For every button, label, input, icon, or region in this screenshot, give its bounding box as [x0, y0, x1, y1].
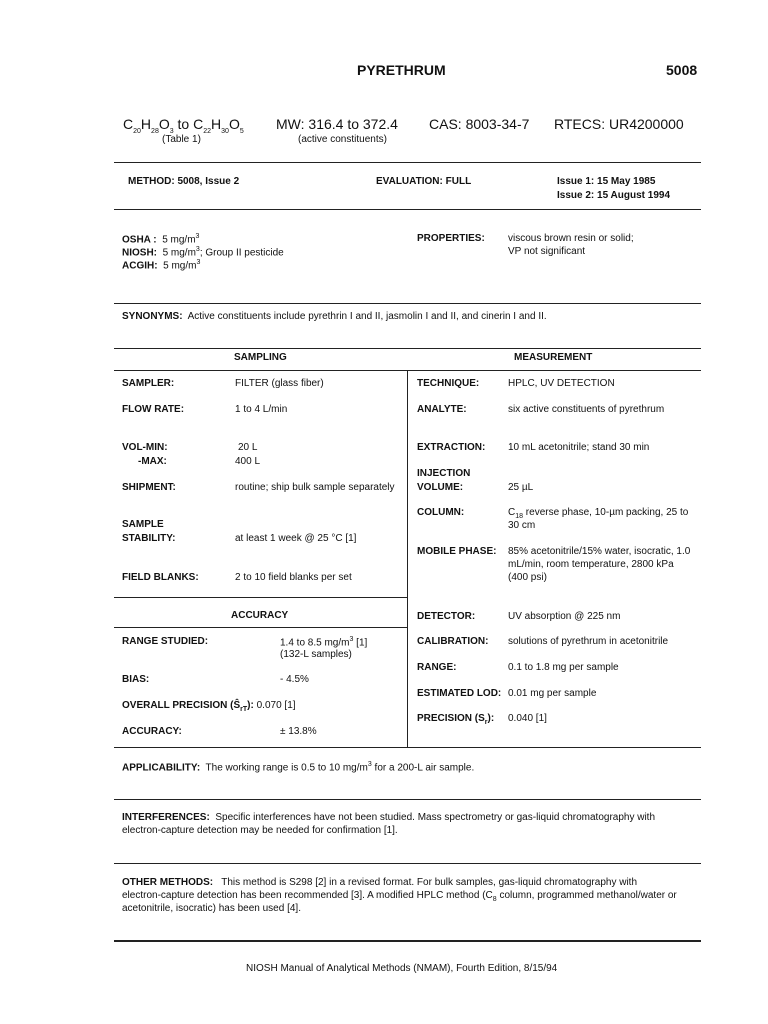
method-info: METHOD: 5008, Issue 2 [128, 176, 240, 187]
range-value: 0.1 to 1.8 mg per sample [508, 662, 619, 673]
divider [114, 627, 407, 628]
divider [114, 597, 407, 598]
other-methods-line2: electron-capture detection has been recommended [3]. A modified HPLC method ($C_8$ column, programmed methanol/water or [122, 890, 677, 903]
chemical-formula: $C_{20}H_{28}O_3$ to $C_{22}H_{30}O_5$ [123, 116, 244, 135]
overall-precision: OVERALL PRECISION $(Ŝ_{rT})$: 0.070 [1] [122, 700, 296, 713]
column-value-line2: 30 cm [508, 520, 536, 531]
calibration-label: CALIBRATION: [417, 636, 489, 647]
injection-label-2: VOLUME: [417, 482, 464, 493]
divider [114, 303, 701, 304]
calibration-value: solutions of pyrethrum in acetonitrile [508, 636, 669, 647]
applicability: APPLICABILITY: The working range is 0.5 to 10 $mg/m^3$ for a 200-L air sample. [122, 761, 475, 774]
stability-label-1: SAMPLE [122, 519, 164, 530]
precision-label: PRECISION $(S_r)$: [417, 713, 495, 726]
vol-min-value: 20 L [238, 442, 258, 453]
column-divider [407, 370, 408, 747]
extraction-value: 10 mL acetonitrile; stand 30 min [508, 442, 650, 453]
divider [114, 162, 701, 163]
properties-line2: VP not significant [508, 246, 586, 257]
divider [114, 799, 701, 800]
accuracy-heading: ACCURACY [231, 610, 289, 621]
interferences-line1: INTERFERENCES: Specific interferences have not been studied. Mass spectrometry or gas-liquid chromatography with [122, 812, 656, 823]
method-number: 5008 [666, 62, 698, 78]
field-blanks-label: FIELD BLANKS: [122, 572, 199, 583]
analyte-label: ANALYTE: [417, 404, 467, 415]
lod-value: 0.01 mg per sample [508, 688, 597, 699]
synonyms: SYNONYMS: Active constituents include pyrethrin I and II, jasmolin I and II, and cinerin I and II. [122, 311, 547, 322]
column-label: COLUMN: [417, 507, 465, 518]
divider [114, 863, 701, 864]
interferences-line2: electron-capture detection may be needed for confirmation [1]. [122, 825, 398, 836]
field-blanks-value: 2 to 10 field blanks per set [235, 572, 352, 583]
footer-text: NIOSH Manual of Analytical Methods (NMAM), Fourth Edition, 8/15/94 [246, 963, 558, 974]
shipment-value: routine; ship bulk sample separately [235, 482, 395, 493]
sampler-label: SAMPLER: [122, 378, 175, 389]
accuracy-value: ± 13.8% [280, 726, 317, 737]
precision-value: 0.040 [1] [508, 713, 547, 724]
bias-value: - 4.5% [280, 674, 309, 685]
rtecs-number: RTECS: UR4200000 [554, 116, 684, 132]
evaluation: EVALUATION: FULL [376, 176, 472, 187]
analyte-value: six active constituents of pyrethrum [508, 404, 665, 415]
mobile-phase-label: MOBILE PHASE: [417, 546, 497, 557]
measurement-heading: MEASUREMENT [514, 352, 593, 363]
molecular-weight: MW: 316.4 to 372.4 [276, 116, 398, 132]
range-label: RANGE: [417, 662, 457, 673]
sampling-heading: SAMPLING [234, 352, 287, 363]
stability-value: at least 1 week @ 25 °C [1] [235, 533, 357, 544]
stability-label-2: STABILITY: [122, 533, 176, 544]
other-methods-line3: acetonitrile, isocratic) has been used [4]. [122, 903, 301, 914]
acgih-limit: ACGIH: 5 $mg/m^3$ [122, 259, 201, 272]
vol-min-label: VOL-MIN: [122, 442, 168, 453]
lod-label: ESTIMATED LOD: [417, 688, 502, 699]
divider [114, 209, 701, 210]
bias-label: BIAS: [122, 674, 150, 685]
technique-label: TECHNIQUE: [417, 378, 480, 389]
range-studied-label: RANGE STUDIED: [122, 636, 209, 647]
mw-note: (active constituents) [298, 134, 387, 145]
mobile-phase-line1: 85% acetonitrile/15% water, isocratic, 1.0 [508, 546, 691, 557]
range-studied-value: 1.4 to 8.5 $mg/m^3$ [1] [280, 636, 368, 649]
detector-label: DETECTOR: [417, 611, 476, 622]
osha-limit: OSHA : 5 $mg/m^3$ [122, 233, 200, 246]
formula-note: (Table 1) [162, 134, 201, 145]
flow-rate-value: 1 to 4 L/min [235, 404, 288, 415]
detector-value: UV absorption @ 225 nm [508, 611, 621, 622]
properties-label: PROPERTIES: [417, 233, 485, 244]
other-methods-line1: OTHER METHODS: This method is S298 [2] in a revised format. For bulk samples, gas-liquid chromatography with [122, 877, 638, 888]
issue-1: Issue 1: 15 May 1985 [557, 176, 656, 187]
technique-value: HPLC, UV DETECTION [508, 378, 615, 389]
properties-line1: viscous brown resin or solid; [508, 233, 634, 244]
column-value: $C_{18}$ reverse phase, 10-µm packing, 25 to [508, 507, 689, 520]
sampler-value: FILTER (glass fiber) [235, 378, 324, 389]
page-title: PYRETHRUM [357, 62, 446, 78]
vol-max-value: 400 L [235, 456, 261, 467]
extraction-label: EXTRACTION: [417, 442, 486, 453]
mobile-phase-line2: mL/min, room temperature, 2800 kPa [508, 559, 674, 570]
divider [114, 747, 701, 748]
range-studied-note: (132-L samples) [280, 649, 352, 660]
divider [114, 348, 701, 349]
divider [114, 940, 701, 942]
vol-max-label: -MAX: [138, 456, 167, 467]
mobile-phase-line3: (400 psi) [508, 572, 547, 583]
injection-label-1: INJECTION [417, 468, 471, 479]
shipment-label: SHIPMENT: [122, 482, 176, 493]
injection-value: 25 µL [508, 482, 534, 493]
issue-2: Issue 2: 15 August 1994 [557, 190, 671, 201]
niosh-limit: NIOSH: 5 $mg/m^3$; Group II pesticide [122, 246, 284, 259]
cas-number: CAS: 8003-34-7 [429, 116, 530, 132]
flow-rate-label: FLOW RATE: [122, 404, 185, 415]
accuracy-label: ACCURACY: [122, 726, 182, 737]
